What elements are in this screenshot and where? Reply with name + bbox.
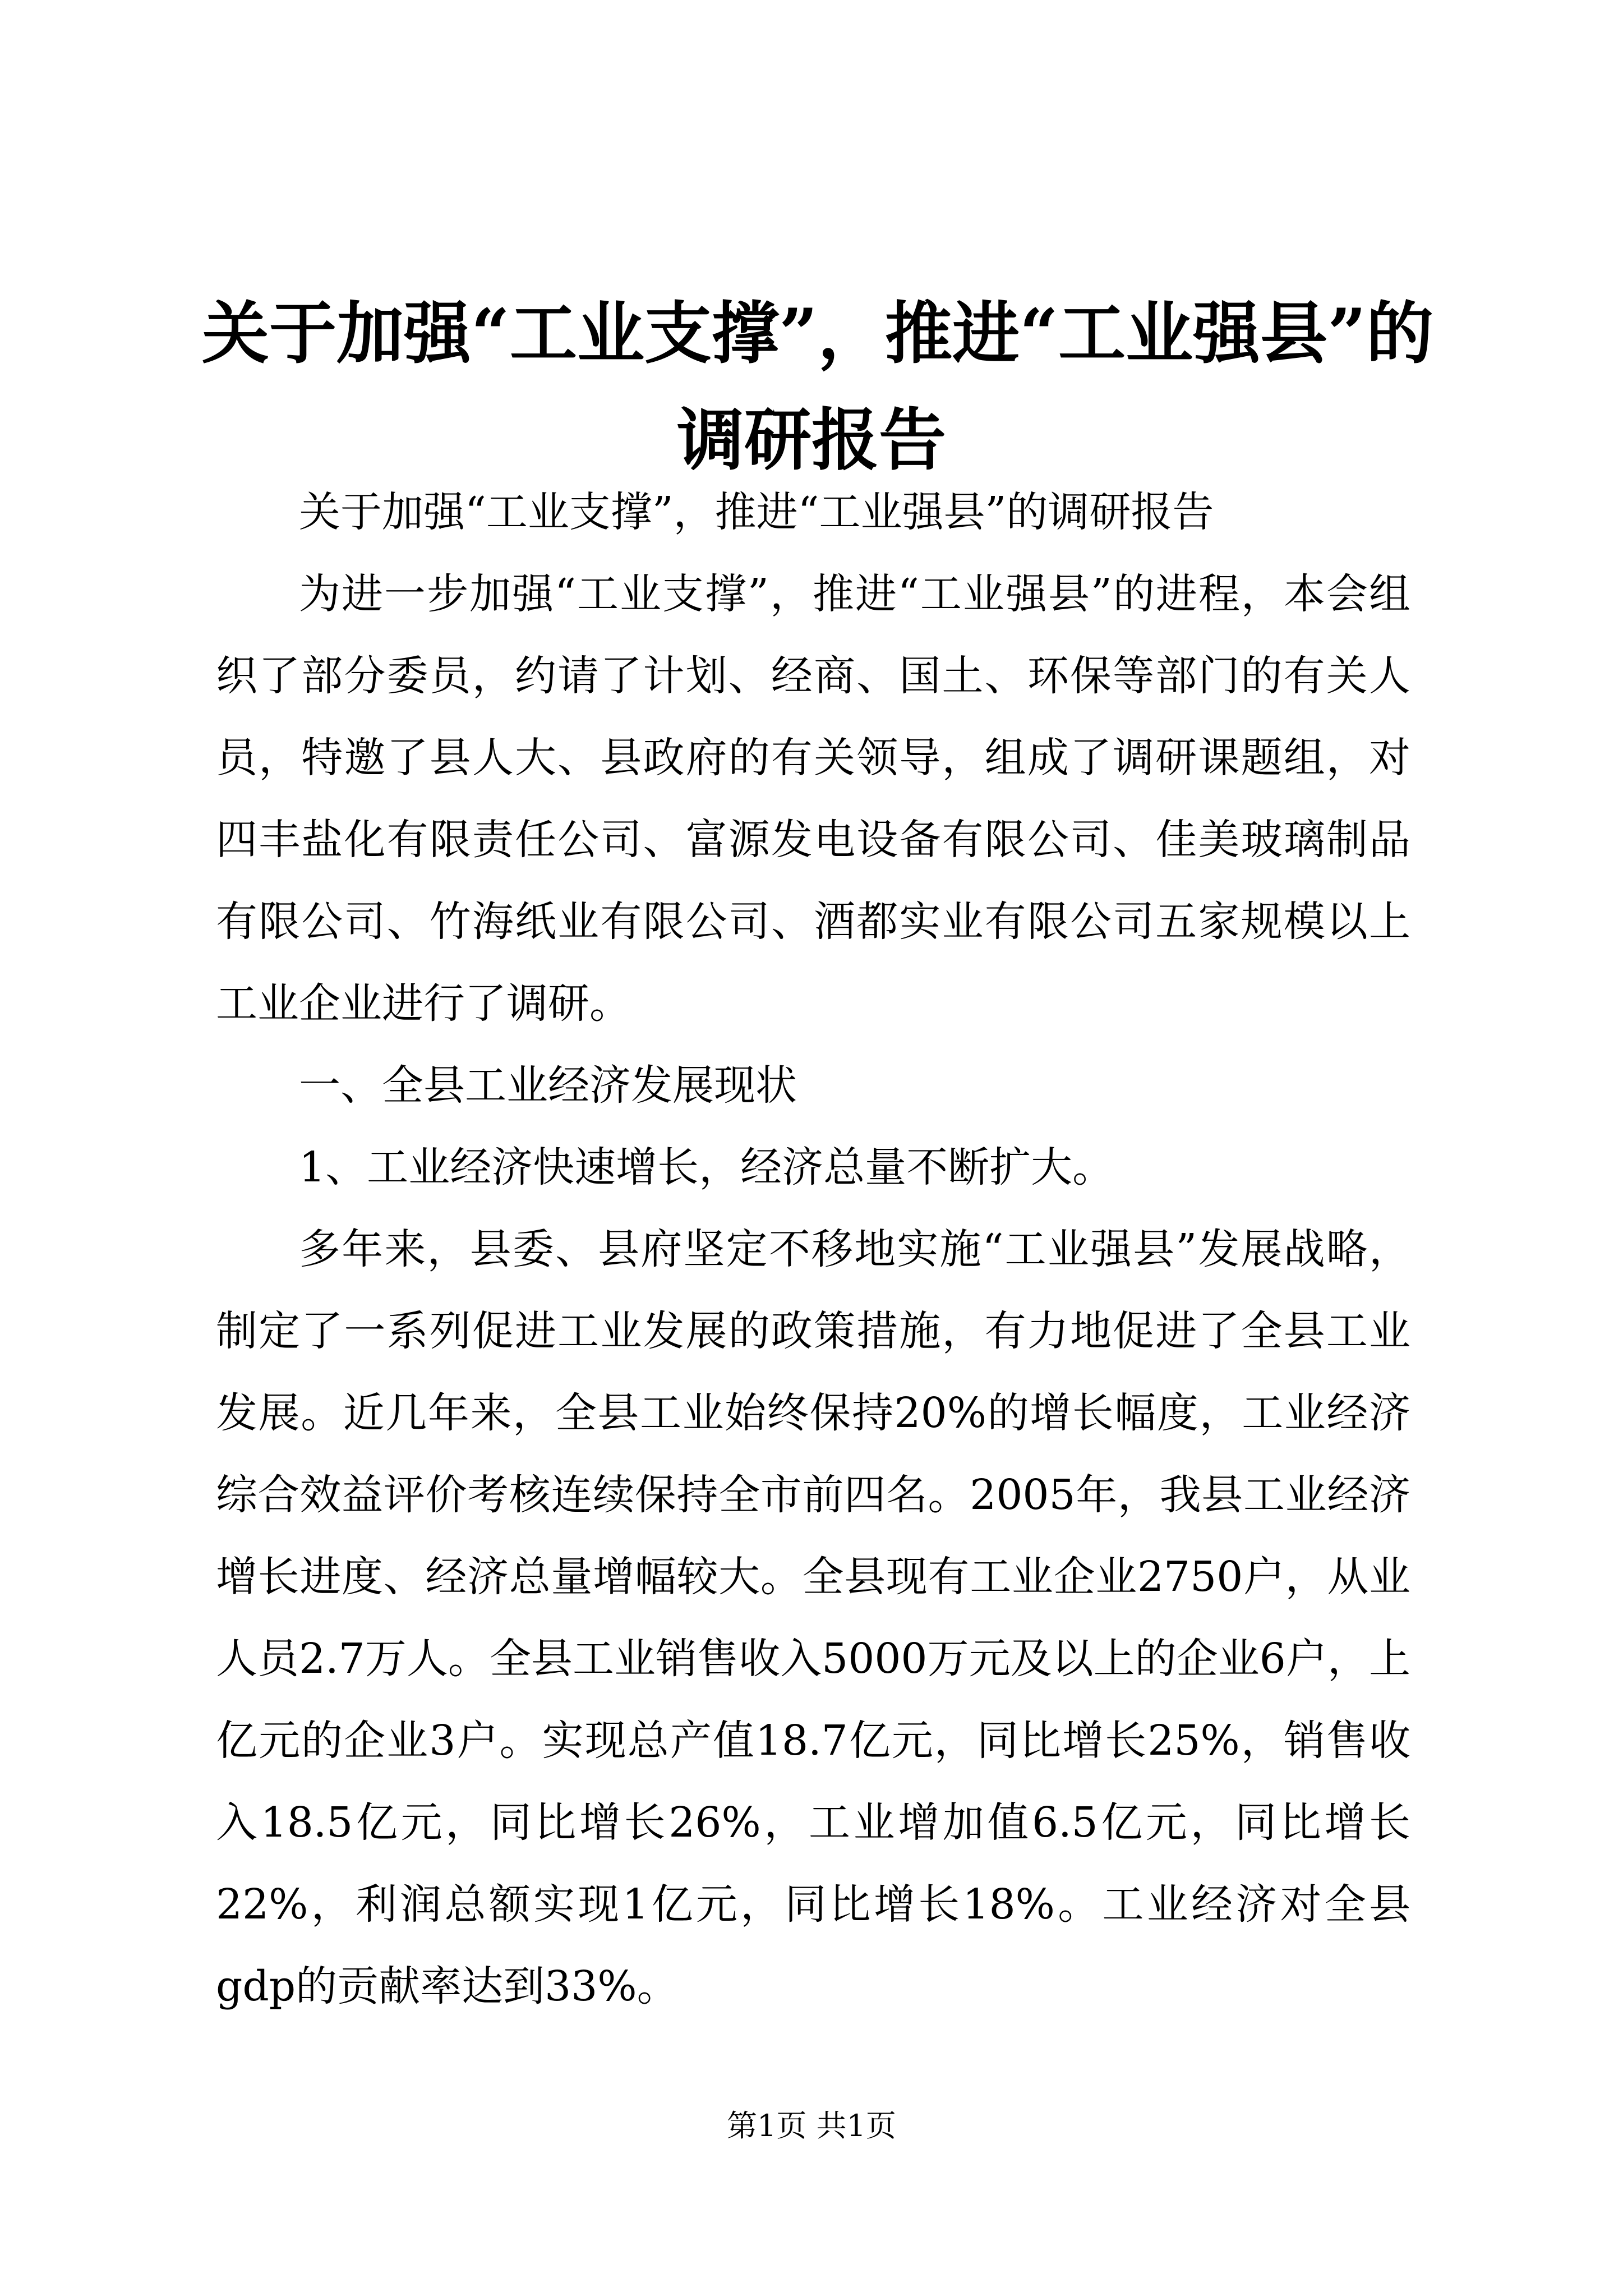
section-heading: 一、全县工业经济发展现状 <box>299 1061 797 1110</box>
subsection-heading: 1、工业经济快速增长，经济总量不断扩大。 <box>299 1143 1114 1191</box>
page-footer: 第1页 共1页 <box>727 2108 896 2143</box>
document-body <box>216 471 1410 2027</box>
title-line-1: 关于加强“工业支撑”，推进“工业强县”的 <box>202 294 1434 373</box>
intro-paragraph: 为进一步加强“工业支撑”，推进“工业强县”的进程，本会组织了部分委员，约请了计划、经商、国土、环保等部门的有关人员，特邀了县人大、县政府的有关领导，组成了调研课题组，对四丰盐化有限责任公司、富源发电设备有限公司、佳美玻璃制品有限公司、竹海纸业有限公司、酒都实业有限公司五家规模以上工业企业进行了调研。 <box>216 570 1410 1028</box>
document-title <box>202 280 1434 494</box>
subtitle-paragraph: 关于加强“工业支撑”，推进“工业强县”的调研报告 <box>299 488 1214 536</box>
body-paragraph: 多年来，县委、县府坚定不移地实施“工业强县”发展战略，制定了一系列促进工业发展的政策措施，有力地促进了全县工业发展。近几年来，全县工业始终保持20%的增长幅度，工业经济综合效益评价考核连续保持全市前四名。2005年，我县工业经济增长进度、经济总量增幅较大。全县现有工业企业2750户，从业人员2.7万人。全县工业销售收入5000万元及以上的企业6户，上亿元的企业3户。实现总产值18.7亿元，同比增长25%，销售收入18.5亿元，同比增长26%，工业增加值6.5亿元，同比增长22%，利润总额实现1亿元，同比增长18%。工业经济对全县gdp的贡献率达到33%。 <box>216 1225 1410 2010</box>
title-line-2: 调研报告 <box>677 401 946 480</box>
